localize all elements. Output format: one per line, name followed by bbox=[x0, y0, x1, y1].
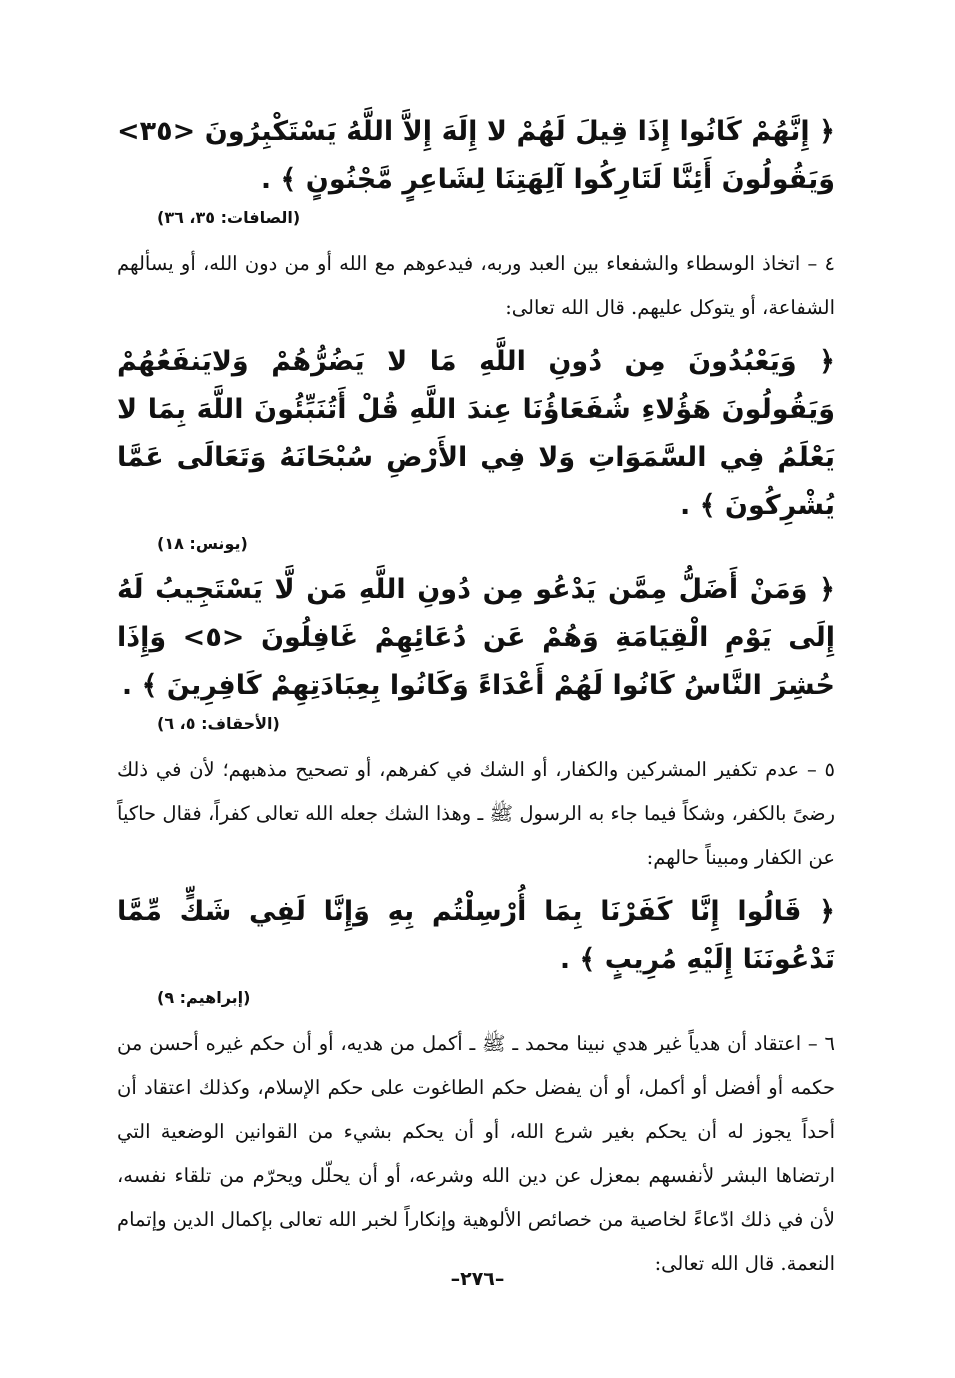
paragraph-point-6: ٦ – اعتقاد أن هدياً غير هدي نبينا محمد ـ ﷺ ـ أكمل من هديه، أو أن حكم غيره أحسن من حكمه أو أفضل أو أكمل، أو أن يفضل حكم الطاغوت على حكم الإسلام، وكذلك اعتقاد أن أحداً يجوز له أن يحكم بغير شرع الله، أو أن يحكم بشيء من القوانين الوضعية التي ارتضاها البشر لأنفسهم بمعزل عن دين الله وشرعه، أو أن يحلّل ويحرّم من تلقاء نفسه، لأن في ذلك ادّعاءً لخاصية من خصائص الألوهية وإنكاراً لخبر الله تعالى بإكمال الدين وإتمام النعمة. قال الله تعالى: bbox=[117, 1032, 835, 1275]
quran-verse-ibrahim: ﴿ قَالُوا إِنَّا كَفَرْنَا بِمَا أُرْسِلْتُم بِهِ وَإِنَّا لَفِي شَكٍّ مِّمَّا تَدْعُونَنَا إِلَيْهِ مُرِيبٍ ﴾ . bbox=[117, 896, 835, 975]
page-body bbox=[117, 108, 835, 1294]
verse-reference-yunus: (يونس: ١٨) bbox=[157, 534, 248, 553]
paragraph-point-5: ٥ – عدم تكفير المشركين والكفار، أو الشك في كفرهم، أو تصحيح مذهبهم؛ لأن في ذلك رضىً بالكفر، وشكاً فيما جاء به الرسول ﷺ ـ وهذا الشك جعله الله تعالى كفراً، فقال حاكياً عن الكفار ومبيناً حالهم: bbox=[117, 758, 835, 869]
quran-verse-saffat: ﴿ إِنَّهُمْ كَانُوا إِذَا قِيلَ لَهُمْ لا إِلَهَ إِلاَّ اللَّهُ يَسْتَكْبِرُونَ <٣٥> وَيَقُولُونَ أَئِنَّا لَتَارِكُوا آلِهَتِنَا لِشَاعِرٍ مَّجْنُونٍ ﴾ . bbox=[117, 116, 835, 195]
verse-reference-ahqaf: (الأحقاف: ٥، ٦) bbox=[157, 714, 280, 733]
quran-verse-ahqaf: ﴿ وَمَنْ أَضَلُّ مِمَّن يَدْعُو مِن دُونِ اللَّهِ مَن لَّا يَسْتَجِيبُ لَهُ إِلَى يَوْمِ الْقِيَامَةِ وَهُمْ عَن دُعَائِهِمْ غَافِلُونَ <٥> وَإِذَا حُشِرَ النَّاسُ كَانُوا لَهُمْ أَعْدَاءً وَكَانُوا بِعِبَادَتِهِمْ كَافِرِينَ ﴾ . bbox=[117, 574, 836, 701]
verse-reference-ibrahim: (إبراهيم: ٩) bbox=[157, 988, 251, 1007]
paragraph-point-4: ٤ – اتخاذ الوسطاء والشفعاء بين العبد وربه، فيدعوهم مع الله أو من دون الله، أو يسألهم الشفاعة، أو يتوكل عليهم. قال الله تعالى: bbox=[117, 252, 835, 319]
page-number: –٢٧٦– bbox=[450, 1268, 505, 1290]
quran-verse-yunus: ﴿ وَيَعْبُدُونَ مِن دُونِ اللَّهِ مَا لا يَضُرُّهُمْ وَلايَنفَعُهُمْ وَيَقُولُونَ هَؤُلاءِ شُفَعَاؤُنَا عِندَ اللَّهِ قُلْ أَتُنَبِّئُونَ اللَّهَ بِمَا لا يَعْلَمُ فِي السَّمَوَاتِ وَلا فِي الأَرْضِ سُبْحَانَهُ وَتَعَالَى عَمَّا يُشْرِكُونَ ﴾ . bbox=[117, 346, 835, 521]
verse-reference-saffat: (الصافات: ٣٥، ٣٦) bbox=[157, 208, 301, 227]
